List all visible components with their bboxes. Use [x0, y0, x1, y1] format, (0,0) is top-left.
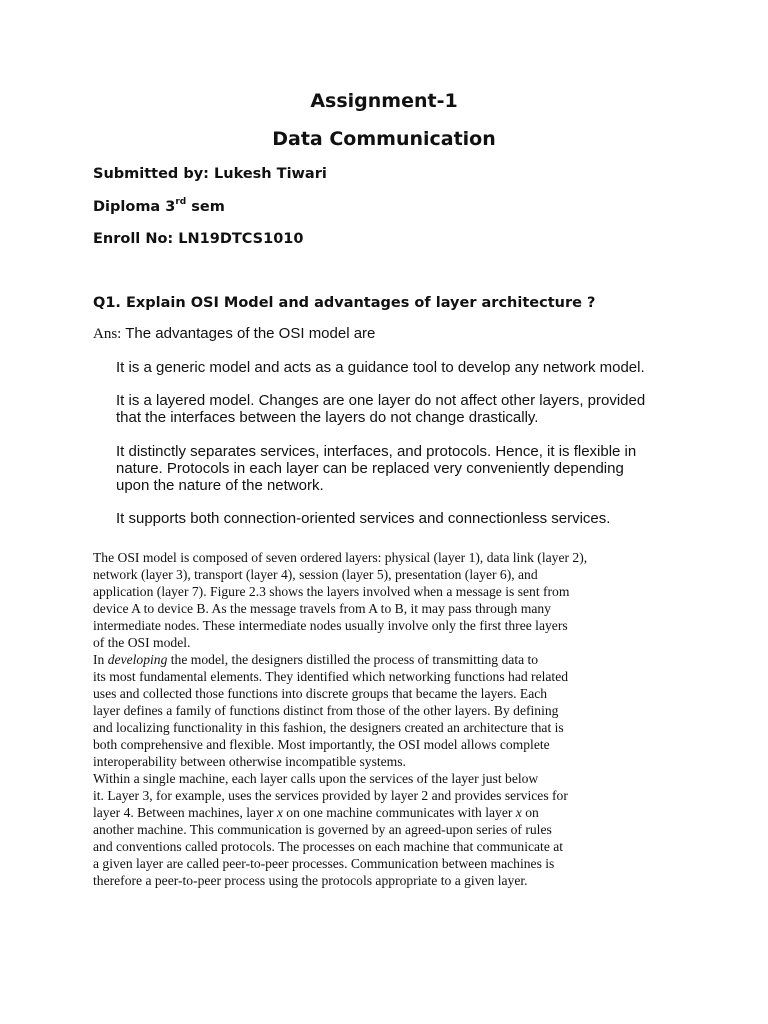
body-line: therefore a peer-to-peer process using the protocols appropriate to a given layer. — [93, 873, 528, 888]
body-line: both comprehensive and flexible. Most importantly, the OSI model allows complete — [93, 737, 550, 752]
body-line: it. Layer 3, for example, uses the services provided by layer 2 and provides services for — [93, 788, 568, 803]
advantage-line: It is a generic model and acts as a guidance tool to develop any network model. — [116, 359, 645, 376]
body-line: layer 4. Between machines, layer x on one machine communicates with layer x on — [93, 805, 539, 820]
body-line: and conventions called protocols. The processes on each machine that communicate at — [93, 839, 564, 854]
body-line: device A to device B. As the message travels from A to B, it may pass through many — [93, 601, 551, 616]
subject-title: Data Communication — [272, 128, 496, 150]
body-line: network (layer 3), transport (layer 4), session (layer 5), presentation (layer 6), and — [93, 567, 538, 582]
advantage-line: that the interfaces between the layers do not change drastically. — [116, 409, 539, 426]
body-line: intermediate nodes. These intermediate nodes usually involve only the first three layers — [93, 618, 568, 633]
advantage-item — [116, 510, 676, 527]
answer-label: Ans: — [93, 326, 122, 342]
body-line: a given layer are called peer-to-peer processes. Communication between machines is — [93, 856, 555, 871]
body-line: of the OSI model. — [93, 635, 191, 650]
advantage-item — [116, 359, 676, 376]
body-line: another machine. This communication is governed by an agreed-upon series of rules — [93, 822, 552, 837]
body-line: uses and collected those functions into discrete groups that became the layers. Each — [93, 686, 548, 701]
advantage-line: upon the nature of the network. — [116, 477, 324, 494]
body-line: layer defines a family of functions distinct from those of the other layers. By defining — [93, 703, 559, 718]
body-line: Within a single machine, each layer calls upon the services of the layer just below — [93, 771, 539, 786]
body-line: The OSI model is composed of seven ordered layers: physical (layer 1), data link (layer 2), — [93, 550, 588, 565]
assignment-title: Assignment-1 — [310, 90, 458, 112]
diploma-semester — [93, 198, 225, 215]
advantage-item — [116, 443, 676, 494]
advantage-line: It is a layered model. Changes are one layer do not affect other layers, provided — [116, 392, 646, 409]
submitted-by: Submitted by: Lukesh Tiwari — [93, 166, 327, 182]
enroll-number: Enroll No: LN19DTCS1010 — [93, 231, 304, 247]
question-heading: Q1. Explain OSI Model and advantages of layer architecture ? — [93, 295, 596, 311]
body-paragraphs — [93, 549, 693, 889]
advantage-item — [116, 392, 676, 426]
diploma-suffix: sem — [186, 198, 225, 215]
diploma-superscript: rd — [175, 197, 187, 207]
advantage-line: It distinctly separates services, interfaces, and protocols. Hence, it is flexible in — [116, 443, 637, 460]
body-line: In developing the model, the designers distilled the process of transmitting data to — [93, 652, 539, 667]
diploma-prefix: Diploma 3 — [93, 198, 176, 215]
advantage-line: nature. Protocols in each layer can be replaced very conveniently depending — [116, 460, 624, 477]
body-line: its most fundamental elements. They identified which networking functions had related — [93, 669, 569, 684]
answer-intro-text: The advantages of the OSI model are — [121, 325, 376, 342]
body-line: interoperability between otherwise incompatible systems. — [93, 754, 406, 769]
advantage-line: It supports both connection-oriented services and connectionless services. — [116, 510, 611, 527]
answer-intro — [93, 325, 375, 343]
body-line: and localizing functionality in this fashion, the designers created an architecture that is — [93, 720, 564, 735]
body-line: application (layer 7). Figure 2.3 shows the layers involved when a message is sent from — [93, 584, 570, 599]
